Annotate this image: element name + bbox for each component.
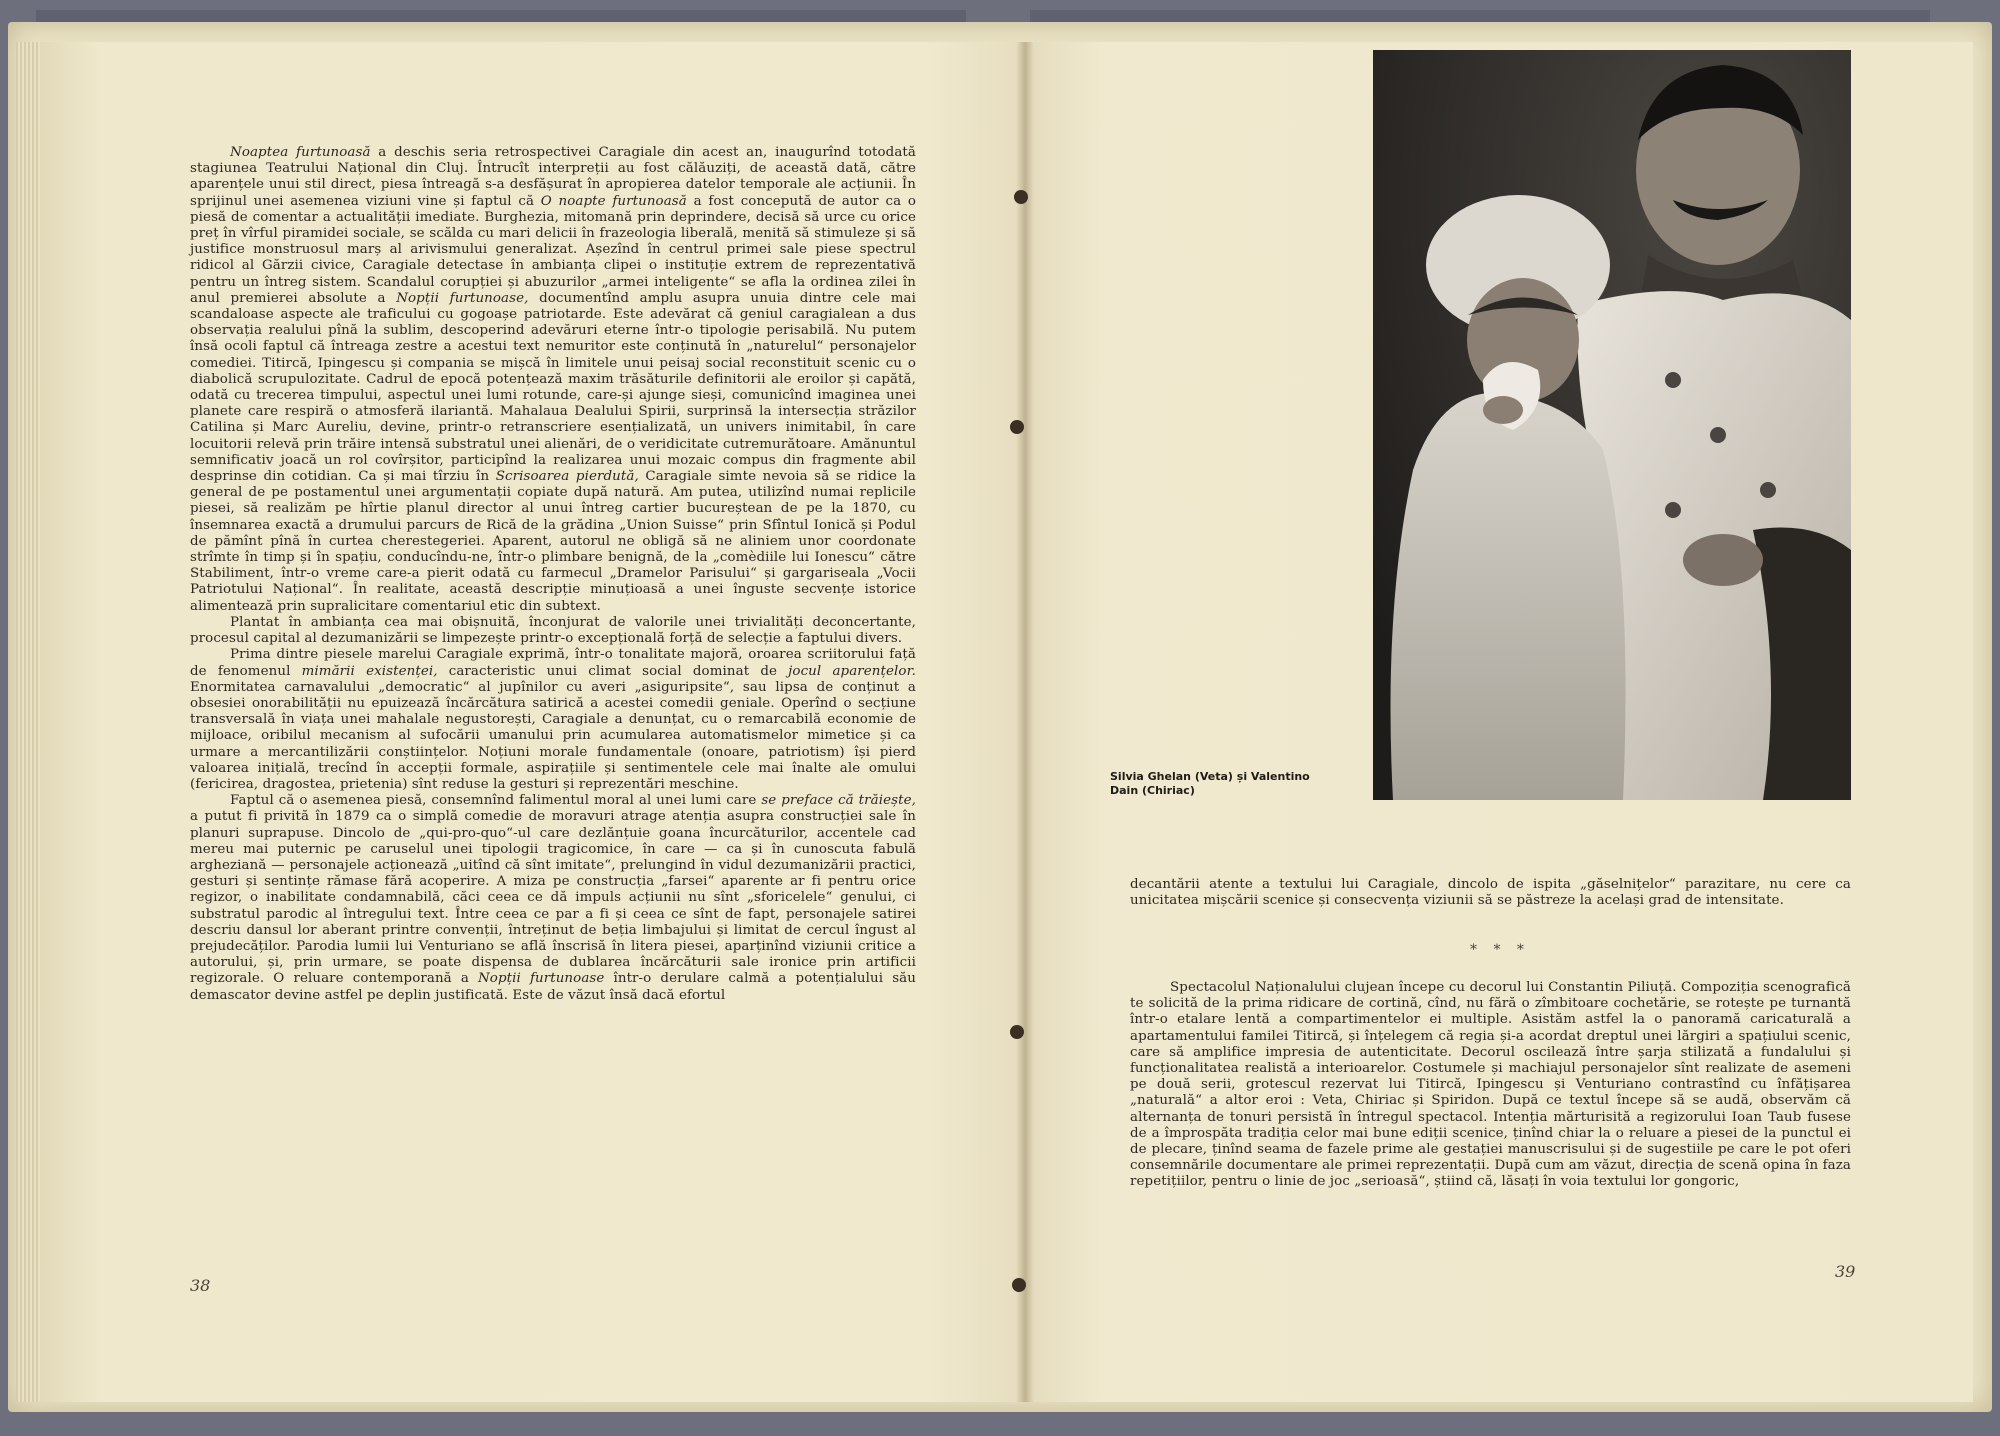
left-page-paragraph: Noaptea furtunoasă a deschis seria retrospectivei Caragiale din acest an, inaugurînd totodată stagiunea Teatrului Național din Cluj. Întrucît interpreții au fost călăuziți, de această dată, către aparențele unui stil direct, piesa întreagă s-a desfășurat în apropierea datelor temporale ale acțiunii. În sprijinul unei asemenea viziuni vine și faptul că O noapte furtunoasă a fost concepută de autor ca o piesă de comentar a actualității imediate. Burghezia, mitomană prin deprindere, decisă să urce cu orice preț în vîrful piramidei sociale, se scălda cu mari delicii în frazeologia liberală, menită să stimuleze și să justifice monstruosul marș al arivismului generalizat. Așezînd în centrul primei sale piese spectrul ridicol al Gărzii civice, Caragiale detectase în ambianța clipei o instituție extrem de reprezentativă pentru un întreg sistem. Scandalul corupției și abuzurilor „armei inteligente“ se afla la ordinea zilei în anul premierei absolute a Nopții furtunoase, documentînd amplu asupra unuia dintre cele mai scandaloase aspecte ale traficului cu gogoașe patriotarde. Este adevărat că geniul caragialean a dus observația realului pînă la sublim, descoperind adevăruri eterne într-o tipologie perisabilă. Nu putem însă ocoli faptul că întreaga zestre a acestui text nemuritor este conținută în „naturelul“ personajelor comediei. Titircă, Ipingescu și compania se mișcă în limitele unui peisaj social reconstituit scenic cu o diabolică scrupulozitate. Cadrul de epocă potențează maxim trăsăturile definitorii ale eroilor și capătă, odată cu trecerea timpului, aspectul unei lumi rotunde, care-și ajunge sieși, comunicînd imaginea unei planete care respiră o atmosferă ilariantă. Mahalaua Dealului Spirii, surprinsă la intersecția străzilor Catilina și Marc Aureliu, devine, printr-o retranscriere esențializată, un univers inimitabil, în care locuitorii relevă prin trăire intensă substratul unei alienări, de o veridicitate cutremurătoare. Amănuntul semnificativ joacă un rol covîrșitor, participînd la realizarea unui mozaic compus din fragmente abil desprinse din cotidian. Ca și mai tîrziu în Scrisoarea pierdută, Caragiale simte nevoia să se ridice la general de pe postamentul unei argumentații copiate după natură. Am putea, utilizînd numai replicile piesei, să realizăm pe hîrtie planul director al unui întreg cartier bucureștean de pe la 1870, cu însemnarea exactă a drumului parcurs de Rică de la grădina „Union Suisse“ prin Sfîntul Ionică și Podul de pămînt pînă în curtea cherestegeriei. Aparent, autorul ne obligă să ne aliniem unor coordonate strîmte în timp și în spațiu, conducîndu-ne, într-o plimbare benignă, de la „comèdiile lui Ionescu“ către Stabiliment, într-o vreme care-a pierit odată cu farmecul „Dramelor Parisului“ și gargariseala „Vocii Patriotului Național“. În realitate, această descripție minuțioasă a unei înguste secvențe istorice alimentează prin supralicitare comentariul etic din subtext.	[190, 145, 917, 614]
left-page-paragraph: Plantat în ambianța cea mai obișnuită, înconjurat de valorile unei trivialități deconcertante, procesul capital al dezumanizării se limpezește printr-o excepțională forță de selecție a faptului divers.	[190, 614, 916, 647]
page-number-right: 39	[1835, 1262, 1856, 1281]
binding-staple-icon	[1012, 1278, 1026, 1292]
page-stack-edge	[16, 42, 42, 1402]
page-number-left: 38	[190, 1276, 211, 1295]
right-page-text-top	[1130, 877, 1851, 909]
left-page-text-column	[190, 145, 916, 1004]
section-separator: * * *	[1470, 942, 1530, 958]
right-page-text-bottom	[1130, 980, 1851, 1191]
left-page-paragraph: Prima dintre piesele marelui Caragiale exprimă, într-o tonalitate majoră, oroarea scriitorului față de fenomenul mimării existenței, caracteristic unui climat social dominat de jocul aparențelor. Enormitatea carnavalului „democratic“ al jupînilor cu averi „asiguripsite“, sau lipsa de conținut a obsesiei onorabilității nu epuizează încărcătura satirică a acestei comedii geniale. Operînd o secțiune transversală în viața unei mahalale negustorești, Caragiale a denunțat, cu o remarcabilă economie de mijloace, oribilul mecanism al sufocării umanului prin acumularea automatismelor mimetice și ca urmare a mercantilizării conștiințelor. Noțiuni morale fundamentale (onoare, patriotism) își pierd valoarea inițială, trecînd în accepții formale, aspirațiile și sentimentele cele mai înalte ale omului (fericirea, dragostea, prietenia) sînt reduse la gesturi și reprezentări meschine.	[190, 647, 916, 792]
left-page-paragraph: Faptul că o asemenea piesă, consemnînd falimentul moral al unei lumi care se preface că trăiește, a putut fi privită în 1879 ca o simplă comedie de moravuri atrage atenția asupra construcției sale în planuri suprapuse. Dincolo de „qui-pro-quo“-ul care dezlănțuie goana încurcăturilor, accentele cad mereu mai puternic pe caruselul unei tipologii tragicomice, în care — ca și în cunoscuta fabulă argheziană — personajele acționează „uitînd că sînt imitate“, prelungind în vidul dezumanizării practici, gesturi și sentințe rămase fără acoperire. A miza pe construcția „farsei“ aparente ar fi pentru orice regizor, o inabilitate condamnabilă, căci ceea ce dă impuls acțiunii nu sînt „sforicelele“ genului, ci substratul parodic al întregului text. Între ceea ce par a fi și ceea ce sînt de fapt, personajele satirei descriu dansul lor aberant printre convenții, întreținut de beția limbajului și limitat de cercul îngust al prejudecăților. Parodia lumii lui Venturiano se află înscrisă în litera piesei, aparținînd viziunii critice a autorului, și, prin urmare, se poate dispensa de dublarea încărcăturii sale ironice prin artificii regizorale. O reluare contemporană a Nopții furtunoase într-o derulare calmă a potențialului său demascator devine astfel pe deplin justificată. Este de văzut însă dacă efortul	[190, 793, 916, 1003]
binding-staple-icon	[1014, 190, 1028, 204]
right-page-paragraph: decantării atente a textului lui Caragiale, dincolo de ispita „găselnițelor“ parazitare, nu cere ca unicitatea mișcării scenice și consecvența viziunii să se păstreze la același grad de intensitate.	[1130, 877, 1851, 909]
photo-caption: Silvia Ghelan (Veta) și Valentino Dain (Chiriac)	[1110, 770, 1310, 797]
book-gutter	[1016, 42, 1034, 1402]
binding-staple-icon	[1010, 1025, 1024, 1039]
right-page-paragraph: Spectacolul Naționalului clujean începe cu decorul lui Constantin Piliuță. Compoziția scenografică te solicită de la prima ridicare de cortină, cînd, nu fără o zîmbitoare cochetărie, se rotește pe turnantă într-o etalare lentă a compartimentelor ei multiple. Asistăm astfel la o panoramă caricaturală a apartamentului familei Titircă, și înțelegem că regia și-a acordat dreptul unei lărgiri a spațiului scenic, care să amplifice impresia de autenticitate. Decorul oscilează între șarja stilizată a fundalului și funcționalitatea realistă a interioarelor. Costumele și machiajul personajelor sînt realizate de asemeni pe două serii, grotescul rezervat lui Titircă, Ipingescu și Venturiano contrastînd cu înfățișarea „naturală“ a altor eroi : Veta, Chiriac și Spiridon. După ce textul începe să se audă, observăm că alternanța de tonuri persistă în întregul spectacol. Intenția mărturisită a regizorului Ioan Taub fusese de a împrospăta tradiția celor mai bune ediții scenice, ținînd chiar la o reluare a piesei de la punctul ei de plecare, ținînd seama de fazele prime ale gestației manuscrisului și de sugestiile pe care le pot oferi consemnările documentare ale primei reprezentații. După cum am văzut, direcția de scenă opina în faza repetițiilor, pentru o linie de joc „serioasă“, știind că, lăsați în voia textului lor gongoric,	[1130, 980, 1851, 1190]
binding-staple-icon	[1010, 420, 1024, 434]
theatre-photo	[1373, 50, 1851, 800]
